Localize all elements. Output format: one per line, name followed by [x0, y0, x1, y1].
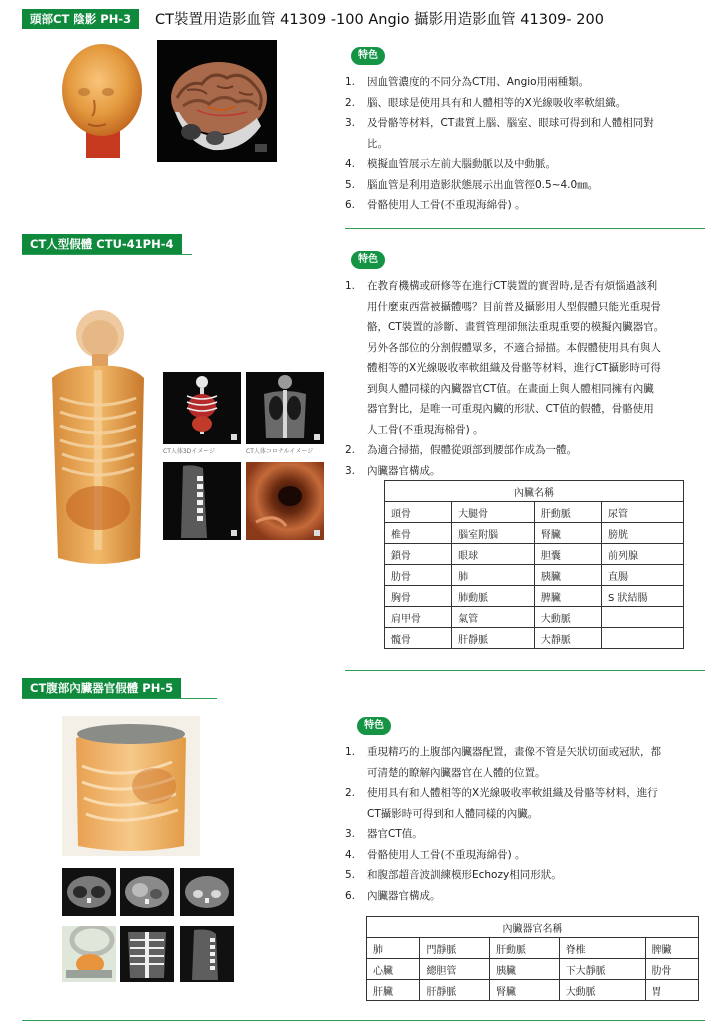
feature-item: 2. 為適合掃描，假體從頭部到腰部作成為一體。	[345, 444, 577, 456]
feature-item: 器官對比，是唯一可重現內臟的形狀、CT值的假體，骨骼使用	[367, 403, 654, 415]
table-cell: 椎骨	[385, 523, 452, 544]
table-cell: 下大靜脈	[559, 959, 645, 980]
table-cell: 肝動脈	[534, 502, 601, 523]
table-cell: 肋骨	[385, 565, 452, 586]
feature-item: 4. 骨骼使用人工骨(不重現海綿骨) 。	[345, 848, 526, 861]
table-cell: 髖骨	[385, 628, 452, 649]
head-phantom-image	[50, 40, 150, 160]
table-cell: 肝靜脈	[452, 628, 535, 649]
table-cell: 眼球	[452, 544, 535, 565]
features-list	[345, 72, 715, 216]
table-cell: 大腿骨	[452, 502, 535, 523]
section-divider	[345, 670, 705, 671]
brain-3d-ct-image	[157, 40, 277, 162]
table-row	[385, 565, 684, 586]
feature-item: 用什麼東西當被攝體嗎？目前普及攝影用人型假體只能光重現骨	[367, 300, 661, 313]
table-row	[367, 938, 699, 959]
features-badge: 特色	[351, 47, 385, 65]
feature-item: 6. 骨骼使用人工骨(不重現海綿骨) 。	[345, 199, 526, 211]
table-row	[367, 980, 699, 1001]
section-abdomen-phantom	[0, 672, 725, 1025]
table-cell: 肺動脈	[452, 586, 535, 607]
ct-coronal-caption: CT人体コロナルイメージ	[246, 448, 314, 455]
feature-item: 2. 使用具有和人體相等的X光線吸收率軟組織及骨骼等材料，進行	[345, 787, 658, 799]
feature-item: CT攝影時可得到和人體同樣的內臟。	[367, 807, 539, 820]
table-row	[385, 586, 684, 607]
table-row	[385, 607, 684, 628]
table-cell: 腎臟	[490, 980, 560, 1001]
feature-item: 5. 和腹部超音波訓練模形Echozy相同形狀。	[345, 869, 562, 881]
table-row	[385, 523, 684, 544]
table-cell: 心臟	[367, 959, 420, 980]
abdomen-phantom-image	[62, 716, 200, 856]
feature-item: 3. 內臟器官構成。	[345, 464, 441, 477]
features-badge: 特色	[351, 251, 385, 269]
feature-item: 體相等的X光線吸收率軟組織及骨骼等材料，進行CT攝影時可得	[367, 362, 661, 374]
table-cell: 肝動脈	[490, 938, 560, 959]
feature-item: 4. 模擬血管展示左前大腦動脈以及中動脈。	[345, 158, 556, 170]
feature-item: 1. 重現精巧的上腹部內臟器配置，畫像不管是矢狀切面或冠狀，都	[345, 746, 661, 758]
table-cell: 氣管	[452, 607, 535, 628]
table-row	[367, 959, 699, 980]
table-header: 內臟名稱	[385, 481, 684, 502]
ct-sagittal-image	[163, 462, 241, 540]
section-head-phantom	[0, 0, 725, 230]
table-row	[385, 544, 684, 565]
table-cell: 頭骨	[385, 502, 452, 523]
section-divider	[345, 228, 705, 229]
feature-item: 5. 腦血管是利用造影狀態展示出血管徑0.5~4.0㎜。	[345, 178, 599, 191]
table-cell: 胰臟	[490, 959, 560, 980]
table-cell: 前列腺	[601, 544, 683, 565]
phantom-scan-photo	[62, 926, 116, 982]
table-cell: 大靜脈	[534, 628, 601, 649]
table-row	[385, 502, 684, 523]
table-cell	[601, 628, 683, 649]
table-cell: 膀胱	[601, 523, 683, 544]
ct-axial-image	[120, 868, 174, 916]
page-title: CT裝置用造影血管 41309 -100 Angio 攝影用造影血管 41309- 200	[155, 12, 604, 28]
ct-endoscopic-image	[246, 462, 324, 540]
ct-coronal-image	[246, 372, 324, 444]
ct-3d-caption: CT人体3Dイメージ	[163, 448, 216, 455]
features-list	[345, 742, 715, 906]
ct-axial-image	[62, 868, 116, 916]
feature-item: 骼，CT裝置的診斷、畫質管理卻無法重現重要的模擬內臟器官。	[367, 321, 665, 333]
ct-sagittal-image	[180, 926, 234, 982]
table-cell: 大動脈	[559, 980, 645, 1001]
table-cell: 肝靜脈	[420, 980, 490, 1001]
feature-item: 6. 內臟器官構成。	[345, 889, 441, 902]
table-cell: 尿管	[601, 502, 683, 523]
table-cell: 脊椎	[559, 938, 645, 959]
table-header-row	[385, 481, 684, 502]
table-cell: 鎖骨	[385, 544, 452, 565]
ct-coronal-image	[120, 926, 174, 982]
table-cell: 直腸	[601, 565, 683, 586]
feature-item: 1. 在教育機構或研修等在進行CT裝置的實習時,是否有煩惱過該利	[345, 280, 658, 292]
section-tab: CT人型假體 CTU-41PH-4	[22, 234, 182, 254]
feature-item: 比。	[367, 137, 388, 150]
table-cell: 總胆管	[420, 959, 490, 980]
torso-phantom-image	[48, 308, 148, 570]
features-list	[345, 276, 715, 481]
table-cell: 門靜脈	[420, 938, 490, 959]
table-cell: 肝臟	[367, 980, 420, 1001]
table-cell: 胃	[645, 980, 698, 1001]
table-cell: 肋骨	[645, 959, 698, 980]
table-cell: 胸骨	[385, 586, 452, 607]
section-rule	[22, 698, 217, 699]
organ-table	[384, 480, 684, 649]
section-divider	[22, 1020, 705, 1021]
ct-3d-image	[163, 372, 241, 444]
table-header: 內臟器官名稱	[367, 917, 699, 938]
table-cell: 胆囊	[534, 544, 601, 565]
table-cell: 肺	[367, 938, 420, 959]
table-cell: 大動脈	[534, 607, 601, 628]
table-cell: 腎臟	[534, 523, 601, 544]
feature-item: 3. 及骨骼等材料，CT畫質上腦、腦室、眼球可得到和人體相同對	[345, 117, 654, 129]
table-header-row	[367, 917, 699, 938]
feature-item: 3. 器官CT值。	[345, 828, 423, 840]
table-cell: S 狀結腸	[601, 586, 683, 607]
section-tab: 頭部CT 陰影 PH-3	[22, 9, 139, 29]
table-cell: 肩甲骨	[385, 607, 452, 628]
features-badge: 特色	[357, 717, 391, 735]
table-row	[385, 628, 684, 649]
section-body-phantom	[0, 230, 725, 670]
table-cell: 肺	[452, 565, 535, 586]
table-cell: 脾臟	[645, 938, 698, 959]
table-cell: 脾臟	[534, 586, 601, 607]
feature-item: 到與人體同樣的內臟器官CT值。在畫面上與人體相同擁有內臟	[367, 382, 654, 395]
organ-table	[366, 916, 699, 1001]
feature-item: 另外各部位的分割假體眾多，不適合掃描。本假體使用具有與人	[367, 341, 661, 354]
table-cell: 胰臟	[534, 565, 601, 586]
ct-axial-image	[180, 868, 234, 916]
feature-item: 2. 腦、眼球是使用具有和人體相等的X光線吸收率軟組織。	[345, 96, 627, 109]
section-tab: CT腹部內臟器官假體 PH-5	[22, 678, 181, 698]
feature-item: 1. 因血管濃度的不同分為CT用、Angio用兩種類。	[345, 76, 590, 88]
feature-item: 人工骨(不重現海棉骨) 。	[367, 423, 484, 436]
section-rule	[22, 254, 192, 255]
feature-item: 可清楚的瞭解內臟器官在人體的位置。	[367, 766, 546, 779]
table-cell: 腦室附腦	[452, 523, 535, 544]
table-cell	[601, 607, 683, 628]
